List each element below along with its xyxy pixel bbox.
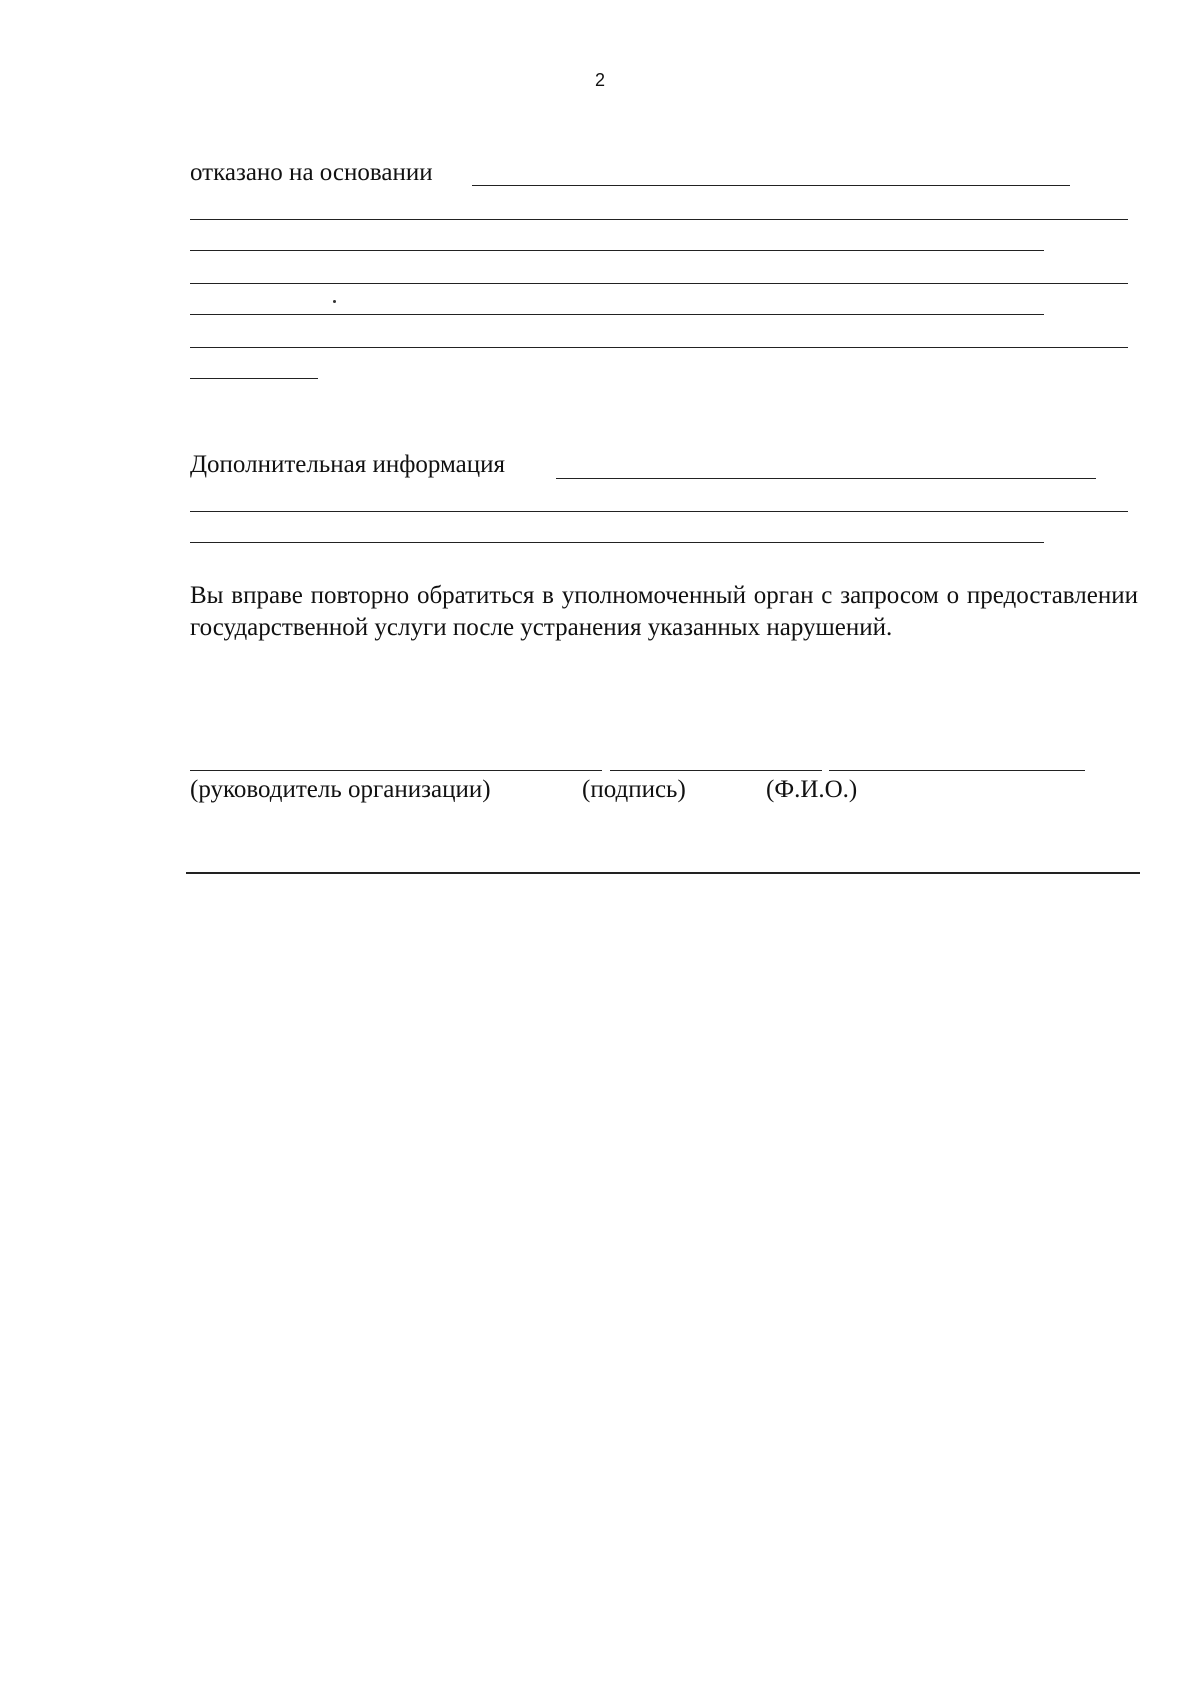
refusal-blank-line [190,378,318,379]
refusal-blank-line [472,185,1070,186]
additional-blank-line [190,511,1128,512]
reapply-notice: Вы вправе повторно обратиться в уполномоченный орган с запросом о предоставлении государственной услуги после устранения указанных нарушений. [190,582,1138,641]
refusal-basis-label: отказано на основании [190,159,433,186]
refusal-blank-line [190,347,1128,348]
name-signature-line [829,770,1085,771]
refusal-blank-line [190,219,1128,220]
page-number: 2 [594,70,605,90]
bottom-rule [186,872,1140,874]
signature-line [610,770,822,771]
role-signature-line [190,770,602,771]
refusal-blank-line [190,314,1044,315]
refusal-blank-line [190,283,1128,284]
additional-blank-line [556,478,1096,479]
stray-mark [333,300,336,303]
additional-info-label: Дополнительная информация [190,451,506,478]
role-caption: (руководитель организации) [190,776,491,803]
additional-blank-line [190,542,1044,543]
signature-caption: (подпись) [582,776,686,803]
refusal-blank-line [190,250,1044,251]
name-caption: (Ф.И.О.) [766,776,858,803]
